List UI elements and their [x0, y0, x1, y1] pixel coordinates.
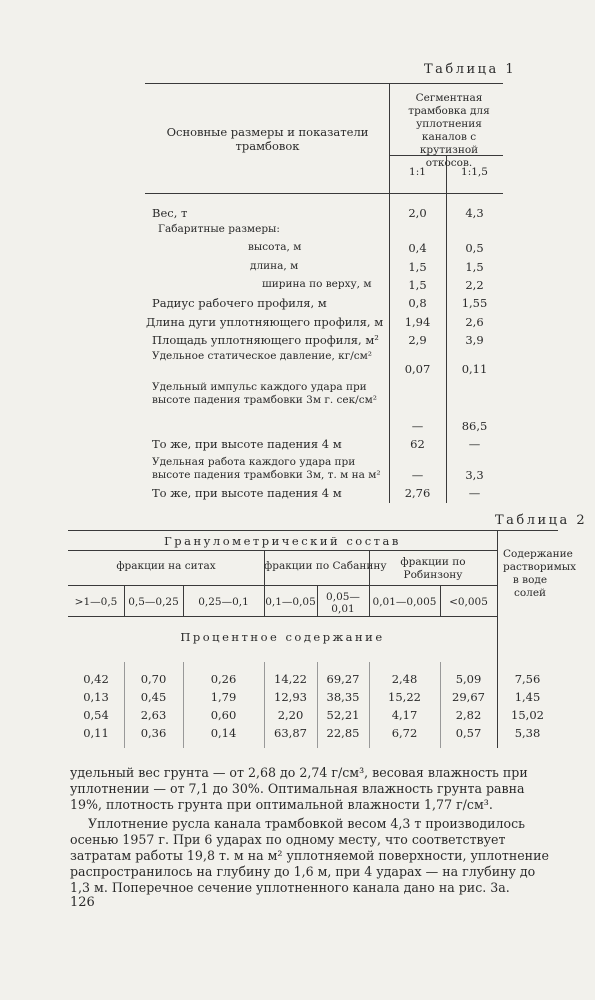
table1-row-label: Радиус рабочего профиля, м — [152, 296, 327, 310]
table2-cell: 1,45 — [514, 690, 541, 704]
table1-caption: Таблица 1 — [424, 62, 517, 77]
table2-cell: 0,13 — [83, 690, 109, 704]
text-line: осенью 1957 г. При 6 ударах по одному месту, что соответствует — [70, 832, 506, 847]
table1-row-value-a: 0,07 — [404, 362, 431, 376]
table1-param-header: Основные размеры и показатели трамбовок — [166, 125, 369, 153]
text-line: распространилось на глубину до 1,6 м, при 4 ударах — на глубину до — [70, 864, 536, 879]
text-line: 1,3 м. Поперечное сечение уплотненного канала дано на рис. 3а. — [70, 880, 510, 895]
table2-soluble-header: Содержание растворимых в воде солей — [503, 548, 577, 599]
table1-row-value-b: 2,6 — [465, 315, 484, 329]
page-number: 126 — [70, 895, 95, 910]
table1-row-value-a: — — [411, 419, 424, 433]
table2-cell: 0,70 — [140, 672, 167, 686]
table2-cell: 69,27 — [326, 672, 360, 686]
table1-row-value-a: 2,9 — [408, 333, 427, 347]
table2-cell: 52,21 — [326, 708, 360, 722]
table1-row-value-a: 1,94 — [404, 315, 431, 329]
table1-row-value-b: — — [468, 437, 481, 451]
table2-col-header: 0,25—0,1 — [198, 596, 249, 608]
table2-caption: Таблица 2 — [495, 513, 588, 528]
text-line: уплотнении — от 7,1 до 30%. Оптимальная влажность грунта равна — [70, 781, 525, 796]
table1-row-value-b: 1,55 — [461, 296, 488, 310]
table2-cell: 5,38 — [514, 726, 541, 740]
table2-cell: 5,09 — [455, 672, 482, 686]
table2-cell: 15,22 — [388, 690, 421, 704]
table2-cell: 2,63 — [140, 708, 167, 722]
table1-row-value-a: 2,0 — [408, 206, 427, 220]
table1-row-value-a: 0,4 — [408, 241, 427, 255]
text-line: затратам работы 19,8 т. м на м² уплотняемой поверхности, уплотнение — [70, 848, 549, 863]
table1-row-value-b: 1,5 — [465, 260, 484, 274]
table1-row-value-a: 1,5 — [408, 260, 427, 274]
table1-row-value-a: 0,8 — [408, 296, 427, 310]
table1-row-label: То же, при высоте падения 4 м — [152, 486, 342, 500]
table2-cell: 0,60 — [210, 708, 237, 722]
table1-col-b: 1:1,5 — [461, 166, 488, 178]
table2-header-rule — [68, 616, 497, 617]
table1-row-value-a: — — [411, 468, 424, 482]
table1-row-value-b: 4,3 — [465, 206, 484, 220]
table2-sub-robinson: фракции по Робинзону — [400, 556, 466, 581]
table2-sub-sieves: фракции на ситах — [116, 560, 216, 572]
text-line: Уплотнение русла канала трамбовкой весом 4,3 т производилось — [88, 816, 525, 831]
table1-row-label: То же, при высоте падения 4 м — [152, 437, 342, 451]
table2-group-header: Гранулометрический состав — [164, 534, 401, 548]
table1-row-label: длина, м — [250, 260, 299, 272]
table2-cell: 15,02 — [511, 708, 544, 722]
table2-cell: 38,35 — [326, 690, 360, 704]
table1-top-rule — [145, 83, 503, 84]
table2-group-rule — [68, 550, 497, 551]
table2-cell: 63,87 — [274, 726, 307, 740]
table1-row-label: Габаритные размеры: — [158, 223, 280, 235]
table2-cell: 4,17 — [391, 708, 418, 722]
table1-row-value-a: 2,76 — [404, 486, 431, 500]
table2-cell: 0,42 — [83, 672, 109, 686]
table1-row-label: Удельная работа каждого удара при высоте падения трамбовки 3м, т. м на м² — [152, 456, 381, 481]
table2-cell: 22,85 — [326, 726, 360, 740]
table2-cell: 6,72 — [391, 726, 418, 740]
table1-group-header: Сегментная трамбовка для уплотнения каналов с крутизной откосов. — [408, 92, 490, 169]
table2-col-header: 0,05—0,01 — [326, 591, 360, 615]
table2-cell: 2,82 — [455, 708, 482, 722]
text-line: 19%, плотность грунта при оптимальной влажности 1,77 г/см³. — [70, 797, 493, 812]
table1-row-value-b: 2,2 — [465, 278, 484, 292]
table1-row-label: Удельный импульс каждого удара при высоте падения трамбовки 3м г. сек/см² — [152, 381, 377, 406]
table1-row-label: Удельное статическое давление, кг/см² — [152, 350, 373, 362]
table1-col-a: 1:1 — [409, 166, 426, 178]
table2-col-header: <0,005 — [449, 596, 488, 608]
table2-sub-sabanin: фракции по Сабанину — [264, 560, 387, 572]
table1-row-value-b: — — [468, 486, 481, 500]
table1-row-label: ширина по верху, м — [262, 278, 372, 290]
table2-col-header: 0,01—0,005 — [372, 596, 437, 608]
text-line: удельный вес грунта — от 2,68 до 2,74 г/см³, весовая влажность при — [70, 765, 528, 780]
table2-col-divider — [317, 585, 318, 616]
table2-top-rule — [68, 530, 558, 531]
table2-cell: 14,22 — [274, 672, 307, 686]
table2-cell: 0,45 — [140, 690, 167, 704]
table1-row-label: Вес, т — [152, 206, 188, 220]
table2-sub-rule — [68, 585, 497, 586]
table2-cell: 0,36 — [140, 726, 167, 740]
table1-row-value-b: 3,3 — [465, 468, 484, 482]
table1-row-value-b: 3,9 — [465, 333, 484, 347]
table1-row-value-a: 62 — [410, 437, 425, 451]
table2-col-header: >1—0,5 — [74, 596, 118, 608]
table1-subheader-rule — [389, 155, 503, 156]
table2-col-header: 0,1—0,05 — [265, 596, 316, 608]
table2-cell: 2,20 — [277, 708, 304, 722]
table1-header-rule — [145, 193, 503, 194]
table2-cell: 29,67 — [452, 690, 485, 704]
table2-cell: 12,93 — [274, 690, 307, 704]
table1-row-label: высота, м — [248, 241, 302, 253]
table2-col-header: 0,5—0,25 — [128, 596, 179, 608]
table2-cell: 2,48 — [391, 672, 418, 686]
table2-cell: 0,14 — [210, 726, 237, 740]
table1-row-value-b: 86,5 — [461, 419, 488, 433]
table2-cell: 0,54 — [83, 708, 109, 722]
table1-row-label: Площадь уплотняющего профиля, м² — [152, 333, 379, 347]
table1-row-value-b: 0,5 — [465, 241, 484, 255]
table1-row-label: Длина дуги уплотняющего профиля, м — [146, 315, 384, 329]
table2-cell: 0,26 — [210, 672, 237, 686]
table1-row-value-b: 0,11 — [461, 362, 488, 376]
paragraph-2 — [70, 816, 554, 896]
paragraph-1 — [70, 765, 554, 813]
table2-cell: 0,57 — [455, 726, 482, 740]
table2-cell: 1,79 — [210, 690, 237, 704]
table2-cell: 7,56 — [514, 672, 541, 686]
table2-cell: 0,11 — [83, 726, 109, 740]
table1-row-value-a: 1,5 — [408, 278, 427, 292]
table2-percent-header: Процентное содержание — [180, 630, 385, 644]
